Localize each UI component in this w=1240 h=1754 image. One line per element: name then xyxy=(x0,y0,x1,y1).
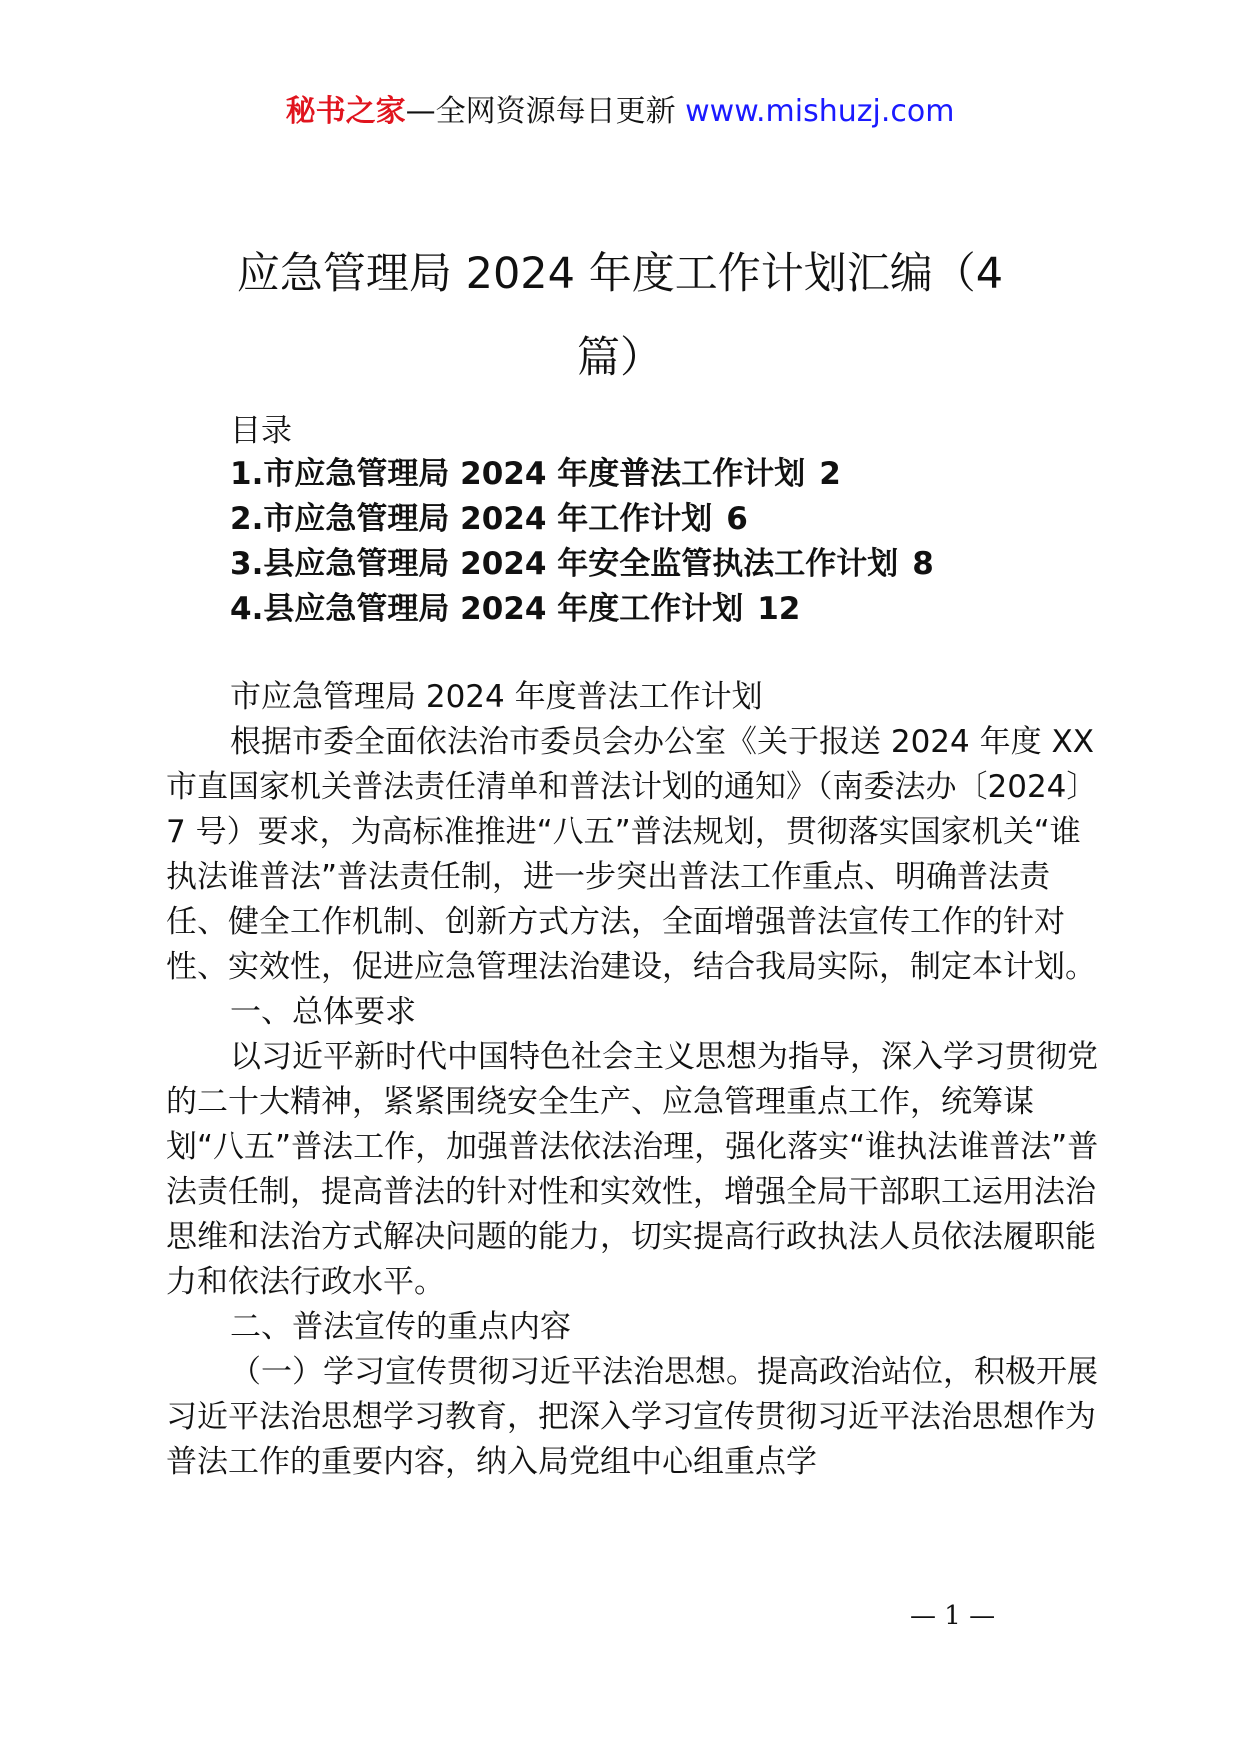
toc-item[interactable] xyxy=(230,497,934,542)
site-url[interactable]: www.mishuzj.com xyxy=(685,94,955,129)
table-of-contents xyxy=(230,452,934,632)
section-title: 市应急管理局 2024 年度普法工作计划 xyxy=(230,679,763,715)
site-header xyxy=(0,92,1240,132)
document-title-line-2: 篇） xyxy=(577,333,663,383)
toc-item[interactable] xyxy=(230,542,934,587)
toc-item-page: 6 xyxy=(726,501,748,537)
body-paragraph: 以习近平新时代中国特色社会主义思想为指导，深入学习贯彻党的二十大精神，紧紧围绕安全生产、应急管理重点工作，统筹谋划“八五”普法工作，加强普法依法治理，强化落实“谁执法谁普法”普法责任制，提高普法的针对性和实效性，增强全局干部职工运用法治思维和法治方式解决问题的能力，切实提高行政执法人员依法履职能力和依法行政水平。 xyxy=(166,1039,1099,1300)
document-title-line-1: 应急管理局 2024 年度工作计划汇编（4 xyxy=(236,249,1004,299)
toc-item-page: 8 xyxy=(912,546,934,582)
brand-name: 秘书之家 xyxy=(285,94,406,129)
toc-item-text: 1.市应急管理局 2024 年度普法工作计划 xyxy=(230,456,806,492)
toc-heading: 目录 xyxy=(230,413,292,449)
toc-item-text: 4.县应急管理局 2024 年度工作计划 xyxy=(230,591,744,627)
toc-item[interactable] xyxy=(230,587,934,632)
section-heading: 一、总体要求 xyxy=(230,994,416,1030)
toc-item-page: 12 xyxy=(757,591,801,627)
body-paragraph: （一）学习宣传贯彻习近平法治思想。提高政治站位，积极开展习近平法治思想学习教育，把深入学习宣传贯彻习近平法治思想作为普法工作的重要内容，纳入局党组中心组重点学 xyxy=(166,1354,1098,1480)
document-body xyxy=(166,675,1106,1485)
toc-item-page: 2 xyxy=(819,456,841,492)
toc-item[interactable] xyxy=(230,452,934,497)
header-slogan: —全网资源每日更新 xyxy=(405,94,676,129)
toc-item-text: 3.县应急管理局 2024 年安全监管执法工作计划 xyxy=(230,546,899,582)
page-number: — 1 — xyxy=(910,1601,996,1631)
body-paragraph: 根据市委全面依法治市委员会办公室《关于报送 2024 年度 XX 市直国家机关普法责任清单和普法计划的通知》（南委法办〔2024〕7 号）要求，为高标准推进“八五”普法规划，贯彻落实国家机关“谁执法谁普法”普法责任制，进一步突出普法工作重点、明确普法责任、健全工作机制、创新方式方法，全面增强普法宣传工作的针对性、实效性，促进应急管理法治建设，结合我局实际，制定本计划。 xyxy=(166,724,1098,985)
toc-item-text: 2.市应急管理局 2024 年工作计划 xyxy=(230,501,713,537)
section-heading: 二、普法宣传的重点内容 xyxy=(230,1309,571,1345)
